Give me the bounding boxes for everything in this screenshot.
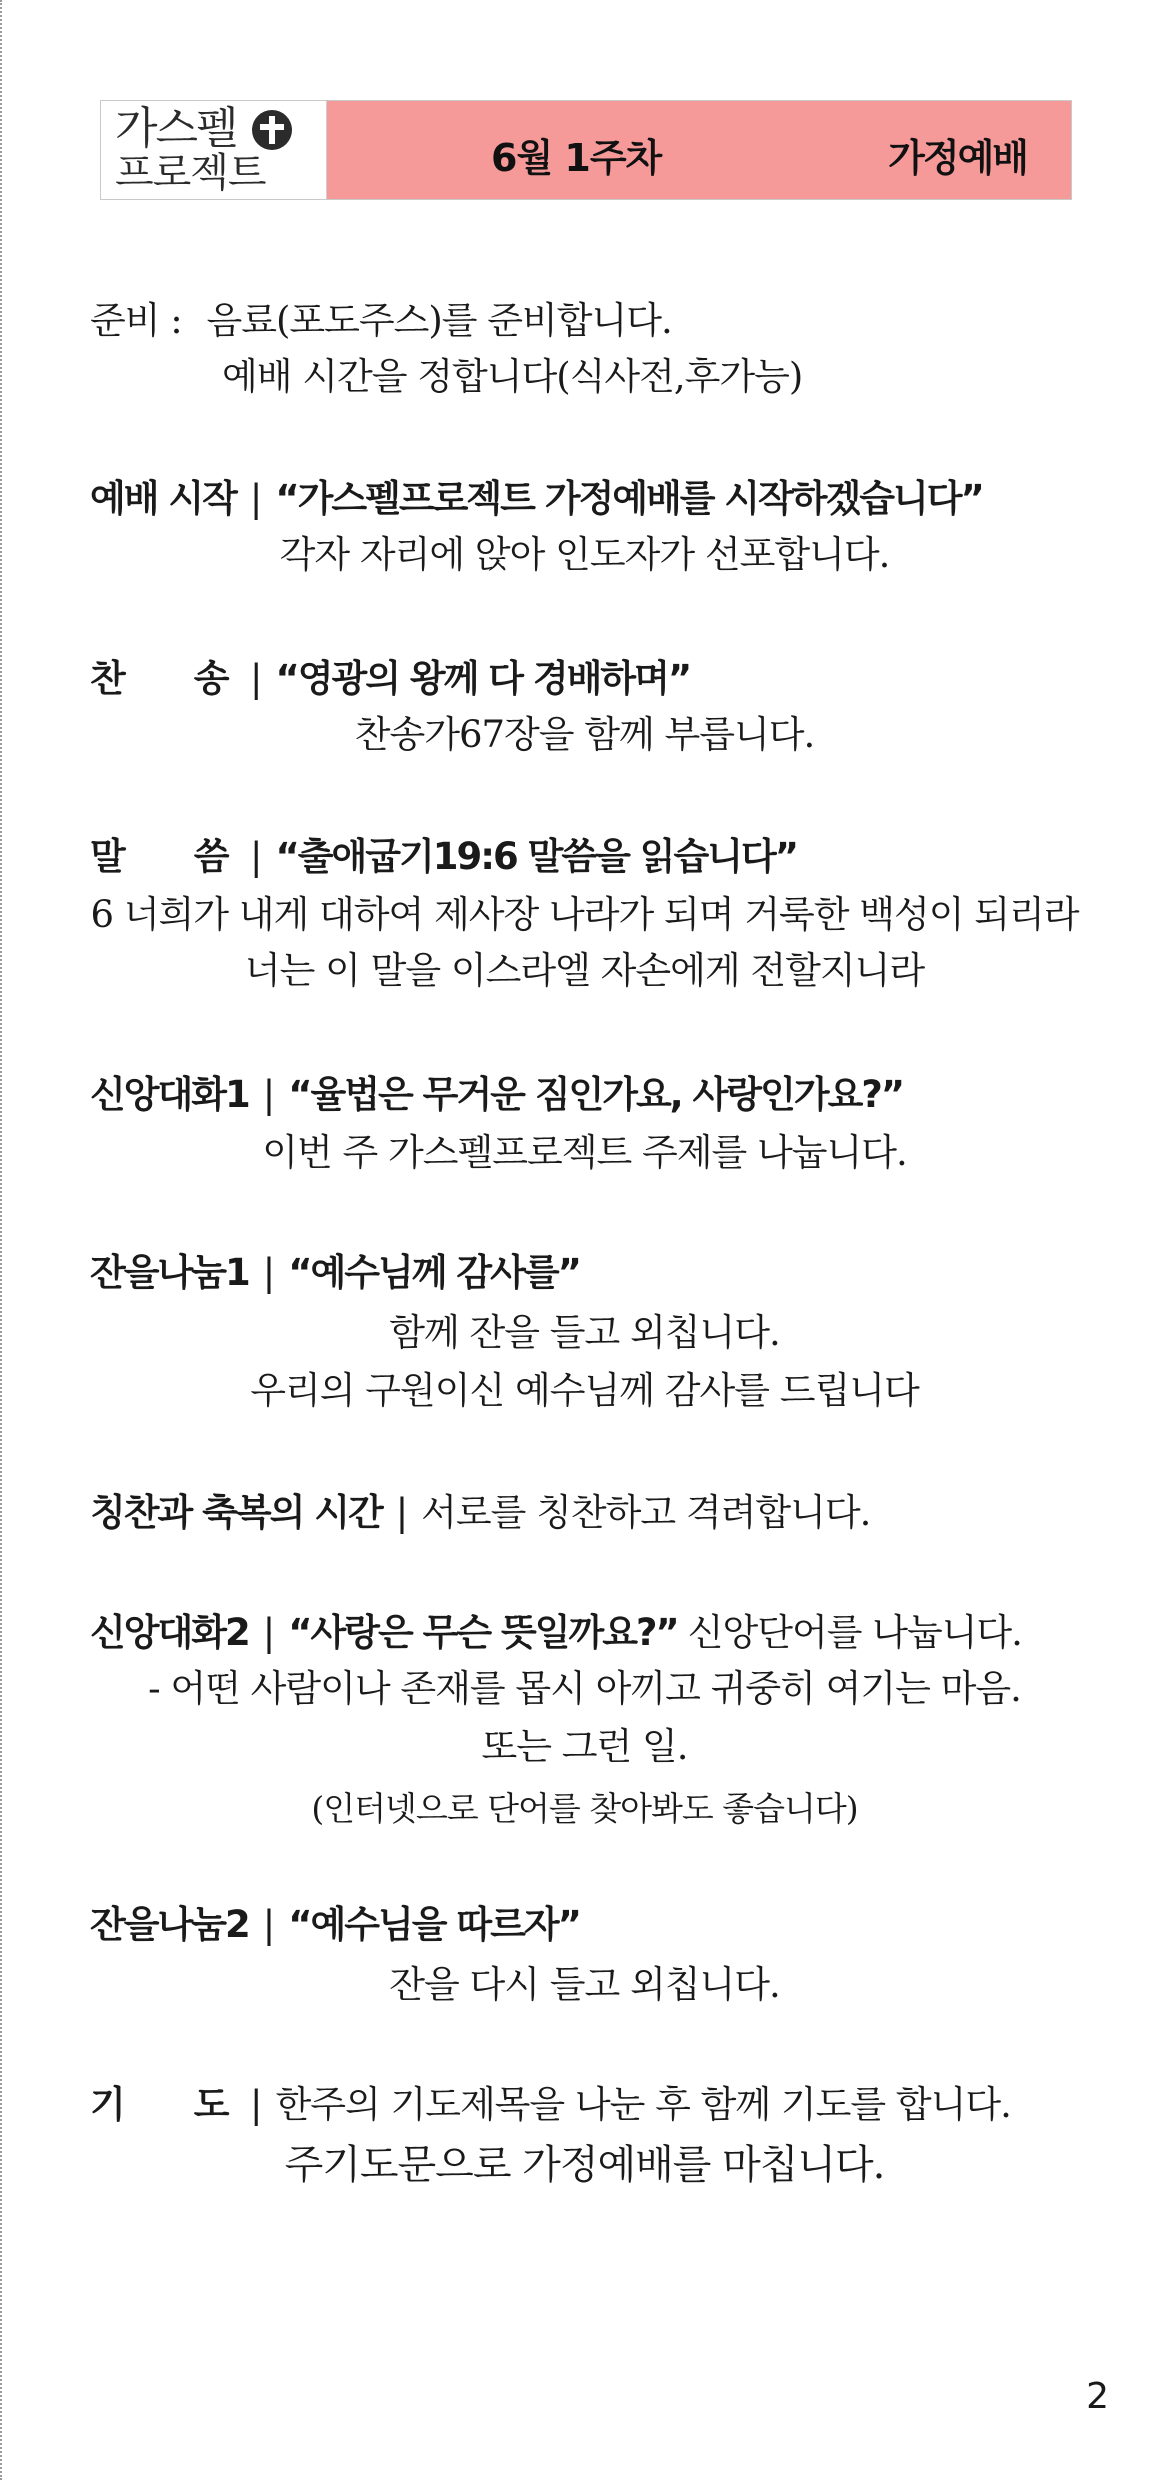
start-label: 예배 시작 xyxy=(90,477,236,520)
cup2-section xyxy=(90,1902,580,1948)
word-label-a: 말 xyxy=(90,835,124,878)
faith1-quote: “율법은 무거운 짐인가요, 사랑인가요?” xyxy=(288,1073,904,1116)
prayer-label xyxy=(90,2082,236,2128)
word-section xyxy=(90,834,797,880)
separator: | xyxy=(250,657,262,700)
separator: | xyxy=(262,1903,275,1946)
praise-label: 칭찬과 축복의 시간 xyxy=(90,1491,382,1534)
prayer-section xyxy=(90,2082,1011,2128)
logo-text-bottom: 프로젝트 xyxy=(115,150,266,196)
cup2-label: 잔을나눔2 xyxy=(90,1903,249,1946)
separator: | xyxy=(262,1251,275,1294)
prayer-line2: 주기도문으로 가정예배를 마칩니다. xyxy=(284,2142,885,2188)
separator: | xyxy=(262,1073,275,1116)
cross-icon xyxy=(251,109,293,151)
faith2-quote: “사랑은 무슨 뜻일까요?” xyxy=(288,1611,678,1654)
separator: | xyxy=(249,477,262,520)
header-bar xyxy=(327,101,1071,199)
page-title: 가정예배 xyxy=(888,136,1027,180)
praise-desc: 서로를 칭찬하고 격려합니다. xyxy=(421,1491,871,1534)
start-section xyxy=(90,476,983,522)
prayer-label-b: 도 xyxy=(193,2083,228,2126)
separator: | xyxy=(250,835,262,878)
hymn-section xyxy=(90,656,690,702)
cup1-quote: “예수님께 감사를” xyxy=(288,1251,580,1294)
prayer-label-a: 기 xyxy=(90,2083,124,2126)
word-quote: “출애굽기19:6 말씀을 읽습니다” xyxy=(275,835,798,878)
faith2-definition1: - 어떤 사람이나 존재를 몹시 아끼고 귀중히 여기는 마음. xyxy=(148,1667,1021,1710)
header-banner xyxy=(100,100,1072,200)
prayer-line1: 한주의 기도제목을 나눈 후 함께 기도를 합니다. xyxy=(275,2083,1011,2126)
prep-label: 준비 : xyxy=(90,299,182,342)
logo-text-top: 가스펠 xyxy=(115,103,237,154)
cup1-label: 잔을나눔1 xyxy=(90,1251,249,1294)
separator: | xyxy=(250,2083,262,2126)
page-edge-dotted-line xyxy=(0,0,2,2480)
faith2-definition2: 또는 그런 일. xyxy=(481,1725,688,1768)
faith2-section xyxy=(90,1610,1022,1656)
verse-line1: 6 너희가 내게 대하여 제사장 나라가 되며 거룩한 백성이 되리라 xyxy=(90,893,1079,936)
page-number: 2 xyxy=(1086,2376,1109,2417)
faith1-desc: 이번 주 가스펠프로젝트 주제를 나눕니다. xyxy=(262,1131,907,1174)
separator: | xyxy=(262,1611,275,1654)
prep-line2: 예배 시간을 정합니다(식사전,후가능) xyxy=(222,355,803,398)
prep-section xyxy=(90,298,672,344)
cup2-desc: 잔을 다시 들고 외칩니다. xyxy=(389,1963,780,2006)
cup2-quote: “예수님을 따르자” xyxy=(288,1903,580,1946)
cup1-desc1: 함께 잔을 들고 외칩니다. xyxy=(389,1311,780,1354)
faith2-note: (인터넷으로 단어를 찾아봐도 좋습니다) xyxy=(311,1789,858,1828)
faith2-tail: 신앙단어를 나눕니다. xyxy=(687,1611,1022,1654)
word-label xyxy=(90,834,236,880)
word-label-b: 씀 xyxy=(193,835,228,878)
start-quote: “가스펠프로젝트 가정예배를 시작하겠습니다” xyxy=(275,477,983,520)
separator: | xyxy=(395,1491,408,1534)
start-desc: 각자 자리에 앉아 인도자가 선포합니다. xyxy=(279,533,890,576)
verse-line2: 너는 이 말을 이스라엘 자손에게 전할지니라 xyxy=(244,949,925,992)
week-label: 6월 1주차 xyxy=(491,136,662,180)
hymn-label xyxy=(90,656,236,702)
praise-section xyxy=(90,1490,870,1536)
hymn-label-b: 송 xyxy=(193,657,228,700)
faith1-section xyxy=(90,1072,903,1118)
hymn-desc: 찬송가67장을 함께 부릅니다. xyxy=(354,713,815,756)
hymn-label-a: 찬 xyxy=(90,657,124,700)
prep-line1: 음료(포도주스)를 준비합니다. xyxy=(206,299,672,342)
cup1-section xyxy=(90,1250,580,1296)
faith2-label: 신앙대화2 xyxy=(90,1611,249,1654)
hymn-quote: “영광의 왕께 다 경배하며” xyxy=(275,657,691,700)
gospel-project-logo xyxy=(101,101,327,199)
cup1-desc2: 우리의 구원이신 예수님께 감사를 드립니다 xyxy=(250,1369,919,1412)
faith1-label: 신앙대화1 xyxy=(90,1073,249,1116)
